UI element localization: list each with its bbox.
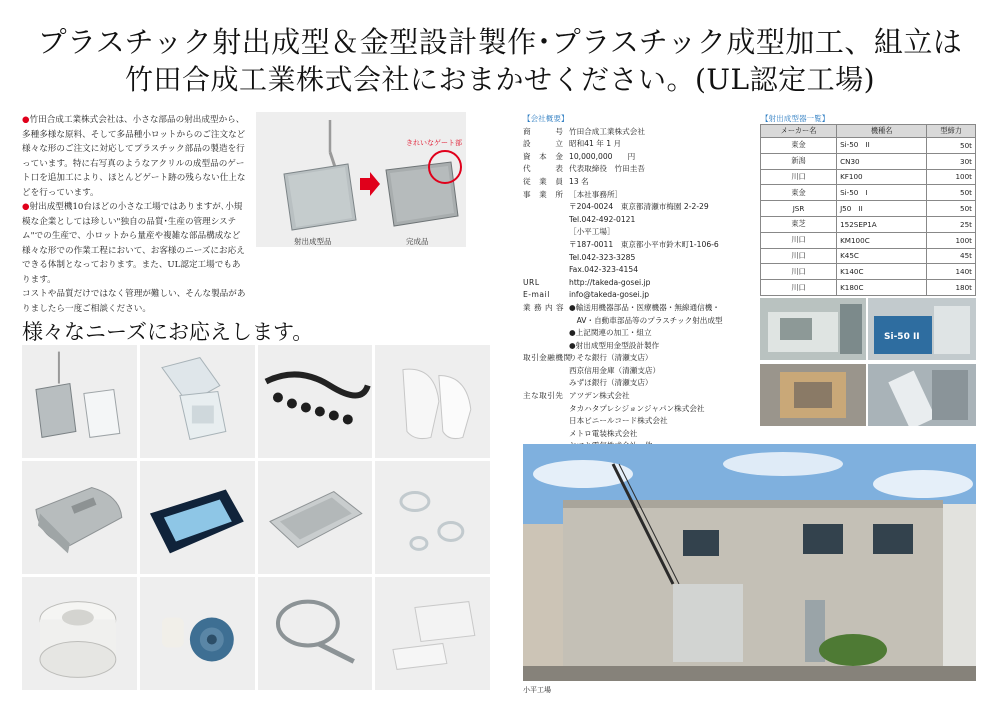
table-cell: J50 II <box>837 201 927 217</box>
machine-table-row <box>761 264 976 280</box>
table-cell: 50t <box>927 138 976 154</box>
company-field-value: Tel.042-323-3285 <box>569 252 636 262</box>
product-photo <box>22 345 137 458</box>
company-field-label <box>523 415 569 428</box>
company-field-label: 代 表 <box>523 164 564 174</box>
company-field-value: メトロ電装株式会社 <box>569 428 638 438</box>
factory-building-image <box>523 444 976 681</box>
company-profile-row <box>523 151 753 164</box>
intro-text <box>22 113 248 316</box>
gray-case-image <box>22 461 137 574</box>
company-profile-row <box>523 252 753 265</box>
company-profile-row <box>523 390 753 403</box>
molded-part-caption: 射出成型品 <box>294 237 332 246</box>
company-field-label: 業 務 内 容 <box>523 302 565 312</box>
company-profile <box>523 113 753 453</box>
company-field-value: Fax.042-323-4154 <box>569 265 639 275</box>
machine-table-row <box>761 280 976 296</box>
company-profile-row <box>523 126 753 139</box>
white-housing-image <box>375 345 490 458</box>
product-photo <box>22 577 137 690</box>
company-profile-row <box>523 226 753 239</box>
company-field-value: ［小平工場］ <box>569 227 615 237</box>
company-profile-row <box>523 239 753 252</box>
company-profile-row <box>523 277 753 290</box>
table-cell: 東金 <box>761 138 837 154</box>
intro-paragraph-2: 射出成型機10台ほどの小さな工場ではありますが､小規模な企業としては珍しい"独自の品質･生産の管理システム"での生産で、小ロットから量産や複雑な部品構成など様々な形での作業工程において、お客様のニーズにお応えできる体制となっております。また、UL認定工場でもあります。 <box>22 202 245 285</box>
company-field-label: 取引金融機関 <box>523 353 572 363</box>
company-field-value: 日本ビニールコード株式会社 <box>569 416 668 426</box>
company-field-value: 竹田合成工業株式会社 <box>569 126 645 136</box>
headline-line-1: プラスチック射出成型＆金型設計製作･プラスチック成型加工、組立は <box>37 25 963 59</box>
display-panel-image <box>140 461 255 574</box>
gate-comparison-photo <box>256 112 466 247</box>
factory-photo <box>523 444 976 681</box>
table-cell: Si-50 I <box>837 185 927 201</box>
table-cell: 川口 <box>761 232 837 248</box>
headline-line-2: 竹田合成工業株式会社におまかせください。(UL認定工場) <box>124 63 876 96</box>
product-photo <box>258 577 373 690</box>
company-field-value: ●輸送用機器部品・医療機器・無線通信機・ <box>569 302 720 312</box>
table-cell: Si-50 II <box>837 138 927 154</box>
table-cell: 45t <box>927 248 976 264</box>
company-field-label: 資 本 金 <box>523 151 564 161</box>
mold-image <box>760 364 866 426</box>
white-mesh-image <box>375 577 490 690</box>
product-photo <box>140 345 255 458</box>
company-field-label: 設 立 <box>523 139 564 149</box>
table-cell: JSR <box>761 201 837 217</box>
machine-table-row <box>761 232 976 248</box>
product-photo-grid <box>22 345 490 690</box>
intro-paragraph-1: 竹田合成工業株式会社は、小さな部品の射出成型から、多種多様な原料、そして多品種小ロットからのご注文など様々な形のご注文に対応してプラスチック部品の製造を行っています。特に右写真のようなアクリルの成型品のゲート口を追加工により、ほとんどゲート跡の残らない仕上などを行っています。 <box>22 115 246 198</box>
table-cell: 25t <box>927 216 976 232</box>
machine-panel-photo <box>868 298 976 360</box>
company-profile-row <box>523 163 753 176</box>
table-cell: KF100 <box>837 169 927 185</box>
machine-table-row <box>761 153 976 169</box>
company-profile-title: 【会社概要】 <box>523 114 569 123</box>
product-photo <box>140 577 255 690</box>
machine-table-row <box>761 169 976 185</box>
table-cell: 30t <box>927 153 976 169</box>
company-field-label: E-mail <box>523 290 550 300</box>
company-field-value: 代表取締役 竹田圭吾 <box>569 164 645 174</box>
machine-table-header <box>761 125 976 138</box>
company-profile-row <box>523 201 753 214</box>
company-field-label <box>523 340 569 353</box>
company-field-value: 13 名 <box>569 176 589 186</box>
company-field-label <box>523 264 569 277</box>
company-field-label: 事 業 所 <box>523 189 564 199</box>
company-field-label: 主な取引先 <box>523 391 564 401</box>
table-cell: 140t <box>927 264 976 280</box>
company-field-label <box>523 315 569 328</box>
company-field-value: ●上記関連の加工・組立 <box>569 328 652 338</box>
mold-photo <box>760 364 866 426</box>
company-field-value: 〒187-0011 東京都小平市鈴木町1-106-6 <box>569 239 719 249</box>
machine-panel-image <box>868 298 976 360</box>
company-profile-row <box>523 428 753 441</box>
company-field-label: 従 業 員 <box>523 176 564 186</box>
company-field-label <box>523 428 569 441</box>
table-cell: 50t <box>927 185 976 201</box>
company-field-label <box>523 201 569 214</box>
bullet-icon: ● <box>22 202 30 212</box>
machine-table-row <box>761 185 976 201</box>
company-profile-row <box>523 138 753 151</box>
roller-image <box>868 364 976 426</box>
company-field-value: 〒204-0024 東京都清瀬市梅園 2-2-29 <box>569 202 709 212</box>
company-field-label: 商 号 <box>523 126 564 136</box>
column-header: メーカー名 <box>761 125 837 138</box>
column-header: 機種名 <box>837 125 927 138</box>
product-photo <box>375 461 490 574</box>
product-photo <box>258 345 373 458</box>
machine-table-row <box>761 248 976 264</box>
machine-image <box>760 298 866 360</box>
table-cell: 新潟 <box>761 153 837 169</box>
company-profile-row <box>523 302 753 315</box>
table-cell: KM100C <box>837 232 927 248</box>
company-field-label <box>523 377 569 390</box>
metal-ring-image <box>258 577 373 690</box>
company-field-value: みずほ銀行（清瀬支店） <box>569 378 653 388</box>
company-profile-row <box>523 377 753 390</box>
company-field-value: ●射出成型用金型設計製作 <box>569 340 660 350</box>
company-field-value: 西京信用金庫（清瀬支店） <box>569 365 661 375</box>
table-cell: 100t <box>927 232 976 248</box>
bullet-icon: ● <box>22 115 30 125</box>
company-field-label <box>523 365 569 378</box>
factory-caption: 小平工場 <box>523 686 551 694</box>
company-field-label <box>523 239 569 252</box>
company-field-value: 10,000,000 円 <box>569 151 636 161</box>
gear-parts-image <box>140 577 255 690</box>
company-profile-row <box>523 264 753 277</box>
acrylic-plates-image <box>22 345 137 458</box>
company-field-value: AV・自動車部品等のプラスチック射出成型 <box>569 315 723 325</box>
product-photo <box>140 461 255 574</box>
company-field-label <box>523 226 569 239</box>
machine-table <box>760 124 976 296</box>
machine-photo <box>760 298 866 360</box>
company-field-value: Tel.042-492-0121 <box>569 214 636 224</box>
company-field-label <box>523 327 569 340</box>
machine-table-row <box>761 201 976 217</box>
gray-tray-image <box>258 461 373 574</box>
needs-section-title: 様々なニーズにお応えします。 <box>22 320 314 344</box>
company-profile-row <box>523 352 753 365</box>
company-profile-row <box>523 365 753 378</box>
company-profile-row <box>523 403 753 416</box>
clear-rings-image <box>375 461 490 574</box>
product-photo <box>258 461 373 574</box>
rubber-strip-image <box>258 345 373 458</box>
company-field-value: アツデン株式会社 <box>569 391 630 401</box>
company-profile-row <box>523 189 753 202</box>
product-photo <box>375 345 490 458</box>
roller-photo <box>868 364 976 426</box>
company-field-value: タカハタプレシジョンジャパン株式会社 <box>569 403 705 413</box>
company-field-value[interactable]: http://takeda-gosei.jp <box>569 277 651 287</box>
table-cell: 100t <box>927 169 976 185</box>
machine-panel-label: Si-50 II <box>884 332 920 342</box>
machine-table-row <box>761 216 976 232</box>
machine-table-row <box>761 138 976 154</box>
table-cell: 152SEP1A <box>837 216 927 232</box>
company-field-label: URL <box>523 277 540 287</box>
company-field-value: 昭和41 年 1 月 <box>569 139 622 149</box>
product-photo <box>375 577 490 690</box>
table-cell: K140C <box>837 264 927 280</box>
company-field-value[interactable]: info@takeda-gosei.jp <box>569 290 650 300</box>
table-cell: 川口 <box>761 169 837 185</box>
machine-list-title: 【射出成型器一覧】 <box>761 114 830 123</box>
table-cell: 川口 <box>761 264 837 280</box>
gate-highlight-circle <box>428 150 462 184</box>
table-cell: 東金 <box>761 185 837 201</box>
white-gear-housing-image <box>22 577 137 690</box>
company-profile-row <box>523 289 753 302</box>
company-profile-row <box>523 176 753 189</box>
table-cell: 川口 <box>761 248 837 264</box>
table-cell: K180C <box>837 280 927 296</box>
table-cell: 東芝 <box>761 216 837 232</box>
company-field-value: ［本社事務所］ <box>569 189 623 199</box>
company-field-value: りそな銀行（清瀬支店） <box>569 353 653 363</box>
company-profile-row <box>523 340 753 353</box>
company-field-label <box>523 214 569 227</box>
table-cell: 50t <box>927 201 976 217</box>
product-photo <box>22 461 137 574</box>
gate-label: きれいなゲート部 <box>406 139 462 147</box>
table-cell: 180t <box>927 280 976 296</box>
company-field-label <box>523 403 569 416</box>
clear-parts-image <box>140 345 255 458</box>
company-field-label <box>523 252 569 265</box>
table-cell: K45C <box>837 248 927 264</box>
company-profile-row <box>523 315 753 328</box>
intro-paragraph-3: コストや品質だけではなく管理が難しい、そんな製品がありましたら一度ご相談ください。 <box>22 289 246 314</box>
finished-part-caption: 完成品 <box>406 237 429 246</box>
company-profile-row <box>523 327 753 340</box>
table-cell: CN30 <box>837 153 927 169</box>
table-cell: 川口 <box>761 280 837 296</box>
company-profile-row <box>523 415 753 428</box>
column-header: 型締力 <box>927 125 976 138</box>
company-profile-row <box>523 214 753 227</box>
